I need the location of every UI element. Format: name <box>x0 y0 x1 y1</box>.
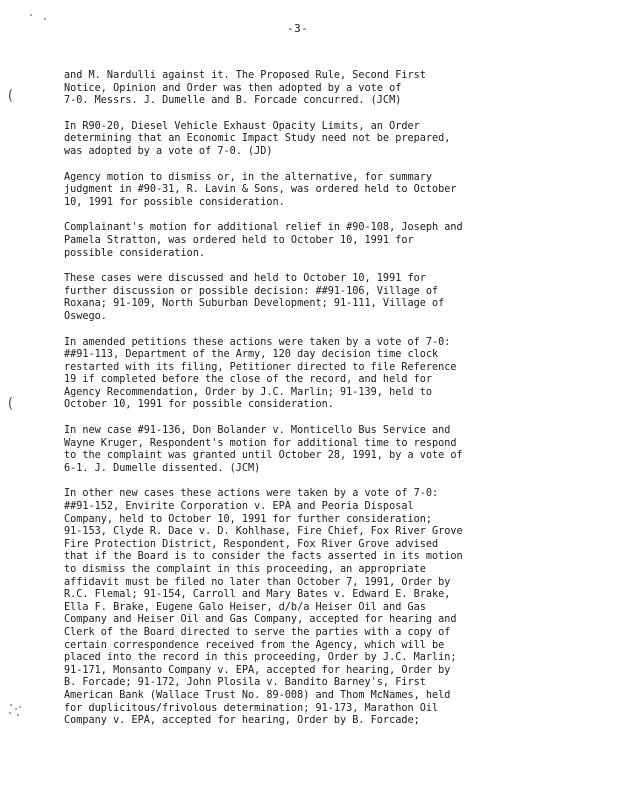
paragraph-91-136: In new case #91-136, Don Bolander v. Monticello Bus Service and Wayne Kruger, Respondent's motion for additional time to respond to the complaint was granted until October 28, 1991, by a vote of 6-1. J. Dumelle dissented. (JCM) <box>64 425 463 474</box>
paragraph-other-new-cases: In other new cases these actions were taken by a vote of 7-0: ##91-152, Envirite Corporation v. EPA and Peoria Disposal Company, held to October 10, 1991 for further consideration; 91-153, Clyde R. Dace v. D. Kohlhase, Fire Chief, Fox River Grove Fire Protection District, Respondent, Fox River Grove advised that if the Board is to consider the facts asserted in its motion to dismiss the complaint in this proceeding, an appropriate affidavit must be filed no later than October 7, 1991, Order by R.C. Flemal; 91-154, Carroll and Mary Bates v. Edward E. Brake, Ella F. Brake, Eugene Galo Heiser, d/b/a Heiser Oil and Gas Company and Heiser Oil and Gas Company, accepted for hearing and Clerk of the Board directed to serve the parties with a copy of certain correspondence received from the Agency, which will be placed into the record in this proceeding, Order by J.C. Marlin; 91-171, Monsanto Company v. EPA, accepted for hearing, Order by B. Forcade; 91-172, John Plosila v. Bandito Barney's, First American Bank (Wallace Trust No. 89-008) and Thom McNames, held for duplicitous/frivolous determination; 91-173, Marathon Oil Company v. EPA, accepted for hearing, Order by B. Forcade; <box>64 488 463 727</box>
paragraph-nardulli-vote: and M. Nardulli against it. The Proposed Rule, Second First Notice, Opinion and Order was then adopted by a vote of 7-0. Messrs. J. Dumelle and B. Forcade concurred. (JCM) <box>64 70 426 107</box>
paragraph-held-cases: These cases were discussed and held to October 10, 1991 for further discussion or possible decision: ##91-106, Village of Roxana; 91-109, North Suburban Development; 91-111, Village of Oswego. <box>64 273 445 322</box>
scan-speck <box>30 14 32 16</box>
binder-hole-mark-middle: ( <box>6 396 15 412</box>
page-number: -3- <box>287 22 309 35</box>
binder-hole-mark-top: ( <box>6 88 15 104</box>
paragraph-amended-petitions: In amended petitions these actions were taken by a vote of 7-0: ##91-113, Department of the Army, 120 day decision time clock restarted with its filing, Petitioner directed to file Reference 19 if completed before the close of the record, and held for Agency Recommendation, Order by J.C. Marlin; 91-139, held to October 10, 1991 for possible consideration. <box>64 336 457 411</box>
scan-speck <box>17 714 19 716</box>
scan-speck <box>15 708 17 710</box>
scan-speck <box>10 704 12 706</box>
minutes-body <box>64 70 564 741</box>
scan-speck <box>19 706 21 708</box>
scan-speck <box>44 18 46 20</box>
paragraph-90-108: Complainant's motion for additional relief in #90-108, Joseph and Pamela Stratton, was ordered held to October 10, 1991 for possible consideration. <box>64 222 463 259</box>
scan-speck <box>9 712 11 714</box>
paragraph-r90-20: In R90-20, Diesel Vehicle Exhaust Opacity Limits, an Order determining that an Economic Impact Study need not be prepared, was adopted by a vote of 7-0. (JD) <box>64 120 451 157</box>
paragraph-90-31: Agency motion to dismiss or, in the alternative, for summary judgment in #90-31, R. Lavin & Sons, was ordered held to October 10, 1991 for possible consideration. <box>64 171 457 208</box>
binder-hole-mark-bottom <box>6 702 22 718</box>
